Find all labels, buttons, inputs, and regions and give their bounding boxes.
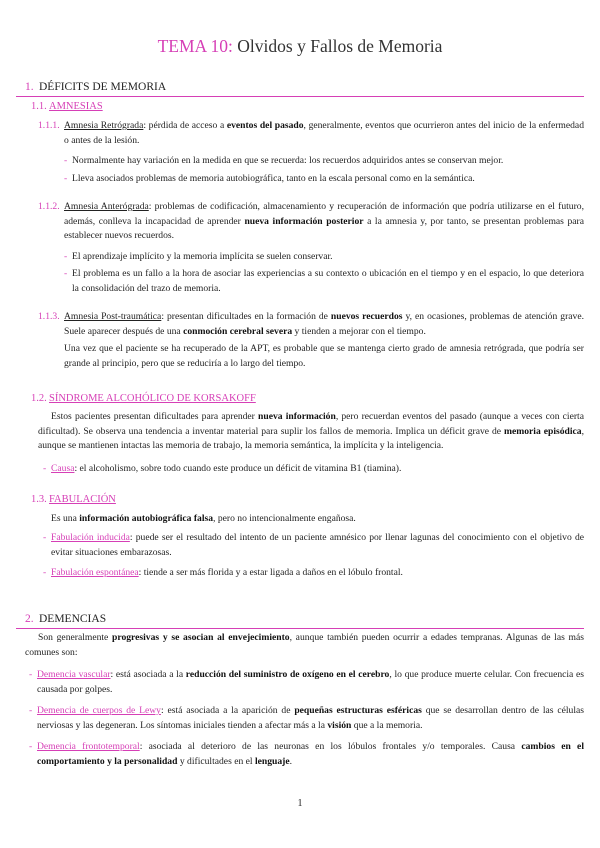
dash-bullet: - <box>29 741 33 752</box>
d3-bold2: lenguaje <box>254 755 290 767</box>
dash-bullet: - <box>43 567 47 578</box>
d3-pre: : asociada al deterioro de las neuronas en los lóbulos frontales y/o temporales. Causa <box>139 741 522 752</box>
section-1-number: 1. <box>25 81 34 93</box>
s2-pre: Son generalmente <box>38 632 113 643</box>
item-1-1-3-number: 1.1.3. <box>38 311 60 322</box>
section-1-rule <box>16 96 584 97</box>
item-1-1-2-number: 1.1.2. <box>38 201 60 212</box>
item-1-1-1-post: , generalmente, eventos que ocurrieron antes del inicio de la enfermedad o antes de la lesión. <box>64 120 584 146</box>
list-item <box>29 704 584 733</box>
section-1-1-number: 1.1. <box>31 101 47 112</box>
list-item <box>64 250 584 265</box>
bullet-text: Lleva asociados problemas de memoria autobiográfica, tanto en la escala personal como en la semántica. <box>72 173 475 184</box>
s12-bold2: memoria episódica <box>504 425 582 437</box>
section-1-1-heading <box>31 100 103 114</box>
item-1-1-3-para2: Una vez que el paciente se ha recuperado de la APT, es probable que se mantenga cierto grado de amnesia retrógrada, que podría ser grande al principio, pero que se reduciría a lo largo del tiempo. <box>64 343 584 369</box>
s12-mid: , pero recuerdan eventos del pasado (aunque a veces con cierta dificultad). Se observa una tendencia a inventar material para suplir los fallos de memoria. Implica un déficit grave de <box>38 411 584 437</box>
demencia-lewy-label: Demencia de cuerpos de Lewy <box>37 705 161 716</box>
s12-pre: Estos pacientes presentan dificultades para aprender <box>51 411 259 422</box>
item-1-1-1-text <box>64 119 584 148</box>
item-1-1-2-pre: : problemas de codificación, almacenamiento y recuperación de información que podría utilizarse en el futuro, además, conlleva la incapacidad de aprender <box>64 201 584 227</box>
item-1-1-1-number: 1.1.1. <box>38 120 60 131</box>
d1-bold: reducción del suministro de oxígeno en el cerebro <box>185 669 390 680</box>
title-main: Olvidos y Fallos de Memoria <box>237 36 443 56</box>
section-1-3-title: FABULACIÓN <box>49 494 116 505</box>
dash-bullet: - <box>29 669 33 680</box>
title-prefix: TEMA 10: <box>157 36 233 56</box>
d2-post: que a la memoria. <box>351 719 423 731</box>
dash-bullet: - <box>64 173 68 184</box>
section-2-number: 2. <box>25 613 34 625</box>
fabulacion-inducida-label: Fabulación inducida <box>51 532 130 543</box>
dash-bullet: - <box>64 251 68 262</box>
term-amnesia-postraumatica: Amnesia Post-traumática <box>64 311 162 322</box>
section-1-2-paragraph <box>38 410 584 454</box>
bullet-text: Normalmente hay variación en la medida en que se recuerda: los recuerdos adquiridos antes se conservan mejor. <box>72 155 504 166</box>
section-1-3-paragraph <box>51 512 584 527</box>
d3-bold1: cambios en el comportamiento y la personalidad <box>37 741 584 767</box>
section-1-heading <box>25 80 166 95</box>
dash-bullet: - <box>29 705 33 716</box>
s13-bold: información autobiográfica falsa <box>79 513 214 524</box>
list-item <box>43 566 584 581</box>
d1-pre: : está asociada a la <box>110 669 186 680</box>
item-1-1-3-mid: y, en ocasiones, problemas de atención grave. Suele aparecer después de una <box>64 311 584 337</box>
cause-label: Causa <box>51 463 75 474</box>
section-1-1-title: AMNESIAS <box>49 101 103 112</box>
page-number: 1 <box>297 798 303 809</box>
d2-pre: : está asociada a la aparición de <box>160 705 295 716</box>
d1-post: , lo que produce muerte celular. Con frecuencia es causada por golpes. <box>37 669 584 695</box>
section-1-3-number: 1.3. <box>31 494 47 505</box>
list-item <box>64 267 584 296</box>
demencia-frontotemporal-label: Demencia frontotemporal <box>37 741 140 752</box>
cause-text: : el alcoholismo, sobre todo cuando este produce un déficit de vitamina B1 (tiamina). <box>74 463 402 474</box>
d3-mid: y dificultades en el <box>177 755 255 767</box>
list-item <box>29 668 584 697</box>
fabulacion-espontanea-label: Fabulación espontánea <box>51 567 139 578</box>
s12-bold1: nueva información <box>258 411 336 422</box>
d2-mid: que se desarrollan dentro de las células nerviosas y las degeneran. Los síntomas iniciales tienden a afectar más a la <box>37 705 584 731</box>
item-1-1-1-bold: eventos del pasado <box>226 120 304 131</box>
s13-pre: Es una <box>51 513 80 524</box>
item-1-1-2-bold: nueva información posterior <box>244 215 364 227</box>
item-1-1-3-bold2: conmoción cerebral severa <box>183 325 293 337</box>
bullet-text: El aprendizaje implícito y la memoria implícita se suelen conservar. <box>72 251 333 262</box>
section-1-2-heading <box>31 392 256 406</box>
list-item <box>29 740 584 769</box>
section-1-2-number: 1.2. <box>31 393 47 404</box>
s12-post: , aunque se mantienen intactas las memoria de trabajo, la memoria semántica, la implícita y la inteligencia. <box>38 425 584 451</box>
item-1-1-2-post: a la amnesia y, por tanto, se presentan problemas para establecer nuevos recuerdos. <box>64 215 584 241</box>
list-item <box>43 531 585 560</box>
dash-bullet: - <box>43 532 47 543</box>
fabulacion-inducida-text: : puede ser el resultado del intento de un paciente amnésico por llenar lagunas del conocimiento con el objetivo de evitar situaciones embarazosas. <box>51 532 585 558</box>
item-1-1-3-bold1: nuevos recuerdos <box>330 311 403 322</box>
dash-bullet: - <box>64 268 68 279</box>
d2-bold1: pequeñas estructuras esféricas <box>294 705 422 716</box>
section-2-paragraph <box>25 631 584 660</box>
list-item <box>64 172 584 187</box>
d3-post: . <box>289 755 293 767</box>
fabulacion-espontanea-text: : tiende a ser más florida y a estar ligada a daños en el lóbulo frontal. <box>138 567 403 578</box>
s2-bold: progresivas y se asocian al envejecimiento <box>112 632 290 643</box>
section-2-rule <box>16 628 584 629</box>
bullet-text: El problema es un fallo a la hora de asociar las experiencias a su contexto o ubicación en el tiempo y en el espacio, lo que deteriora la consolidación del trazo de memoria. <box>72 268 584 294</box>
d2-bold2: visión <box>327 719 352 731</box>
dash-bullet: - <box>64 155 68 166</box>
item-1-1-1-pre: : pérdida de acceso a <box>143 120 227 131</box>
section-1-title: DÉFICITS DE MEMORIA <box>39 81 167 93</box>
section-2-heading <box>25 612 106 627</box>
item-1-1-3-text <box>64 310 584 339</box>
term-amnesia-retrograda: Amnesia Retrógrada <box>64 120 144 131</box>
s13-post: , pero no intencionalmente engañosa. <box>213 513 356 524</box>
section-2-title: DEMENCIAS <box>39 613 107 625</box>
item-1-1-3-pre: : presentan dificultades en la formación de <box>161 311 331 322</box>
document-title <box>0 35 600 57</box>
term-amnesia-anterograda: Amnesia Anterógrada <box>64 201 149 212</box>
demencia-vascular-label: Demencia vascular <box>37 669 111 680</box>
section-1-3-heading <box>31 493 116 507</box>
list-item <box>43 462 584 477</box>
s2-post: , aunque también pueden ocurrir a edades tempranas. Algunas de las más comunes son: <box>25 632 584 658</box>
item-1-1-3-post: y tienden a mejorar con el tiempo. <box>292 325 426 337</box>
section-1-2-title: SÍNDROME ALCOHÓLICO DE KORSAKOFF <box>49 393 256 404</box>
dash-bullet: - <box>43 463 47 474</box>
list-item <box>64 154 584 169</box>
item-1-1-2-text <box>64 200 584 244</box>
